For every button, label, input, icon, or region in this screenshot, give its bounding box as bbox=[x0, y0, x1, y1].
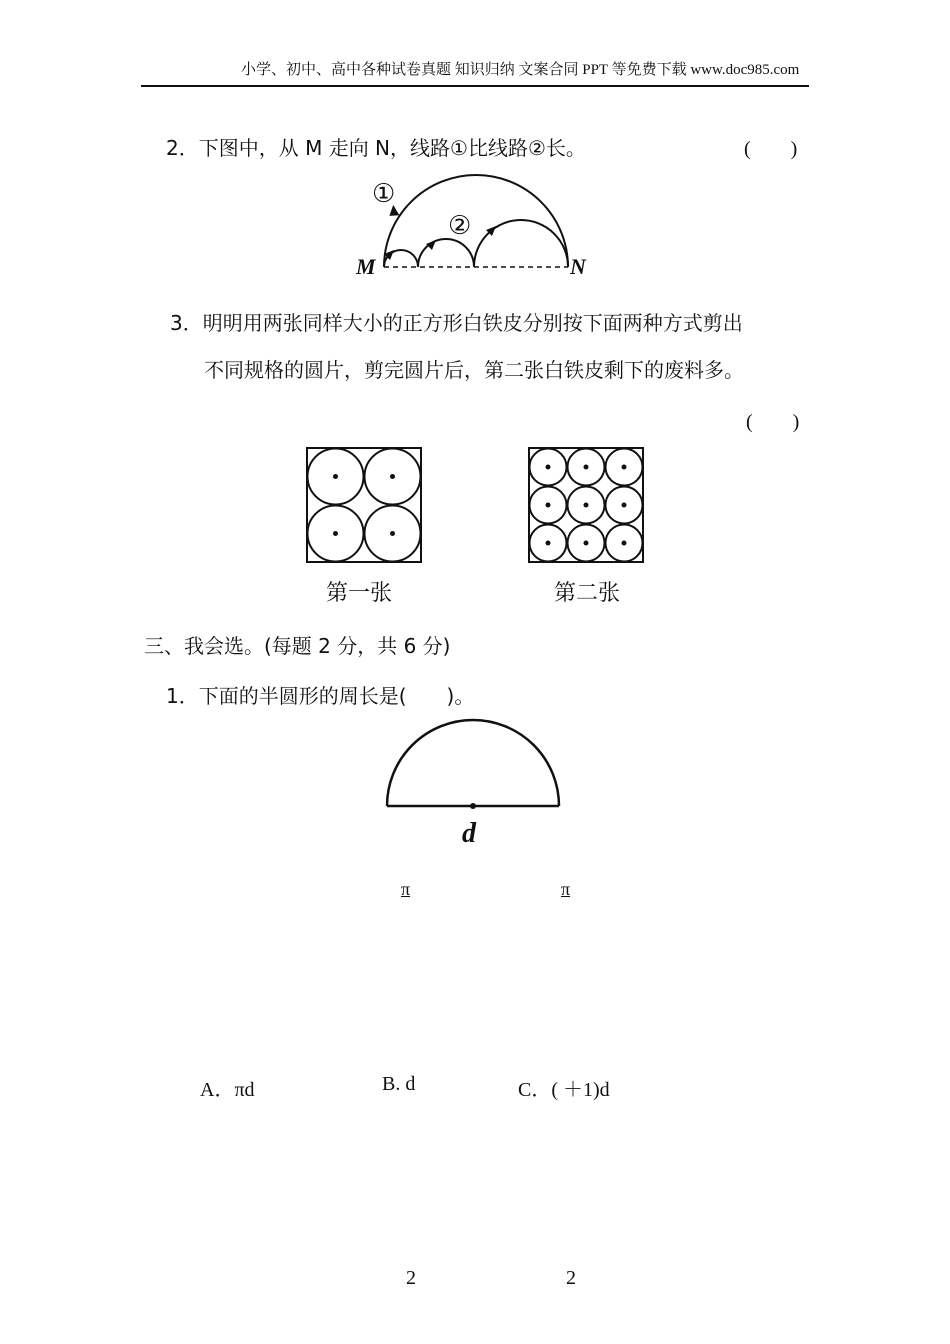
section3-title: 三、我会选。(每题 2 分，共 6 分) bbox=[144, 634, 451, 658]
sheet2-figure bbox=[528, 447, 644, 563]
option-c-numerator: π bbox=[561, 879, 571, 899]
sheet1-caption: 第一张 bbox=[326, 581, 393, 606]
route2-label: ② bbox=[448, 211, 472, 241]
semicircle-figure bbox=[384, 718, 564, 850]
option-c-denominator: 2 bbox=[566, 1267, 576, 1289]
sheet2-caption: 第二张 bbox=[554, 581, 621, 606]
route2-arc-medium bbox=[418, 239, 474, 267]
page-header: 小学、初中、高中各种试卷真题 知识归纳 文案合同 PPT 等免费下载 www.doc985.com bbox=[241, 62, 800, 78]
q2-route-figure bbox=[350, 168, 600, 280]
point-n-label: N bbox=[570, 254, 586, 279]
point-m-label: M bbox=[356, 254, 376, 279]
semicircle-arc bbox=[387, 720, 559, 806]
q3-statement-line1: 3．明明用两张同样大小的正方形白铁皮分别按下面两种方式剪出 bbox=[170, 311, 743, 335]
route1-label: ① bbox=[372, 179, 396, 209]
diameter-label: d bbox=[462, 818, 476, 849]
option-b[interactable]: B. d bbox=[382, 1073, 416, 1095]
option-b-numerator: π bbox=[401, 879, 411, 899]
route2-arrow-2 bbox=[426, 240, 436, 250]
q2-answer-paren[interactable]: ( ) bbox=[744, 138, 798, 160]
option-a[interactable]: A．πd bbox=[200, 1079, 255, 1101]
route2-arc-large bbox=[474, 220, 568, 267]
option-c[interactable]: C．( ＋1)d bbox=[518, 1079, 610, 1101]
q3-answer-paren[interactable]: ( ) bbox=[746, 411, 800, 433]
option-b-denominator: 2 bbox=[406, 1267, 416, 1289]
center-dot bbox=[470, 803, 476, 809]
q3-statement-line2: 不同规格的圆片，剪完圆片后，第二张白铁皮剩下的废料多。 bbox=[204, 358, 744, 382]
sheet1-figure bbox=[306, 447, 422, 563]
q2-statement: 2．下图中，从 M 走向 N，线路①比线路②长。 bbox=[166, 136, 586, 160]
s3q1-statement: 1．下面的半圆形的周长是( )。 bbox=[166, 684, 475, 708]
header-divider bbox=[141, 85, 809, 87]
